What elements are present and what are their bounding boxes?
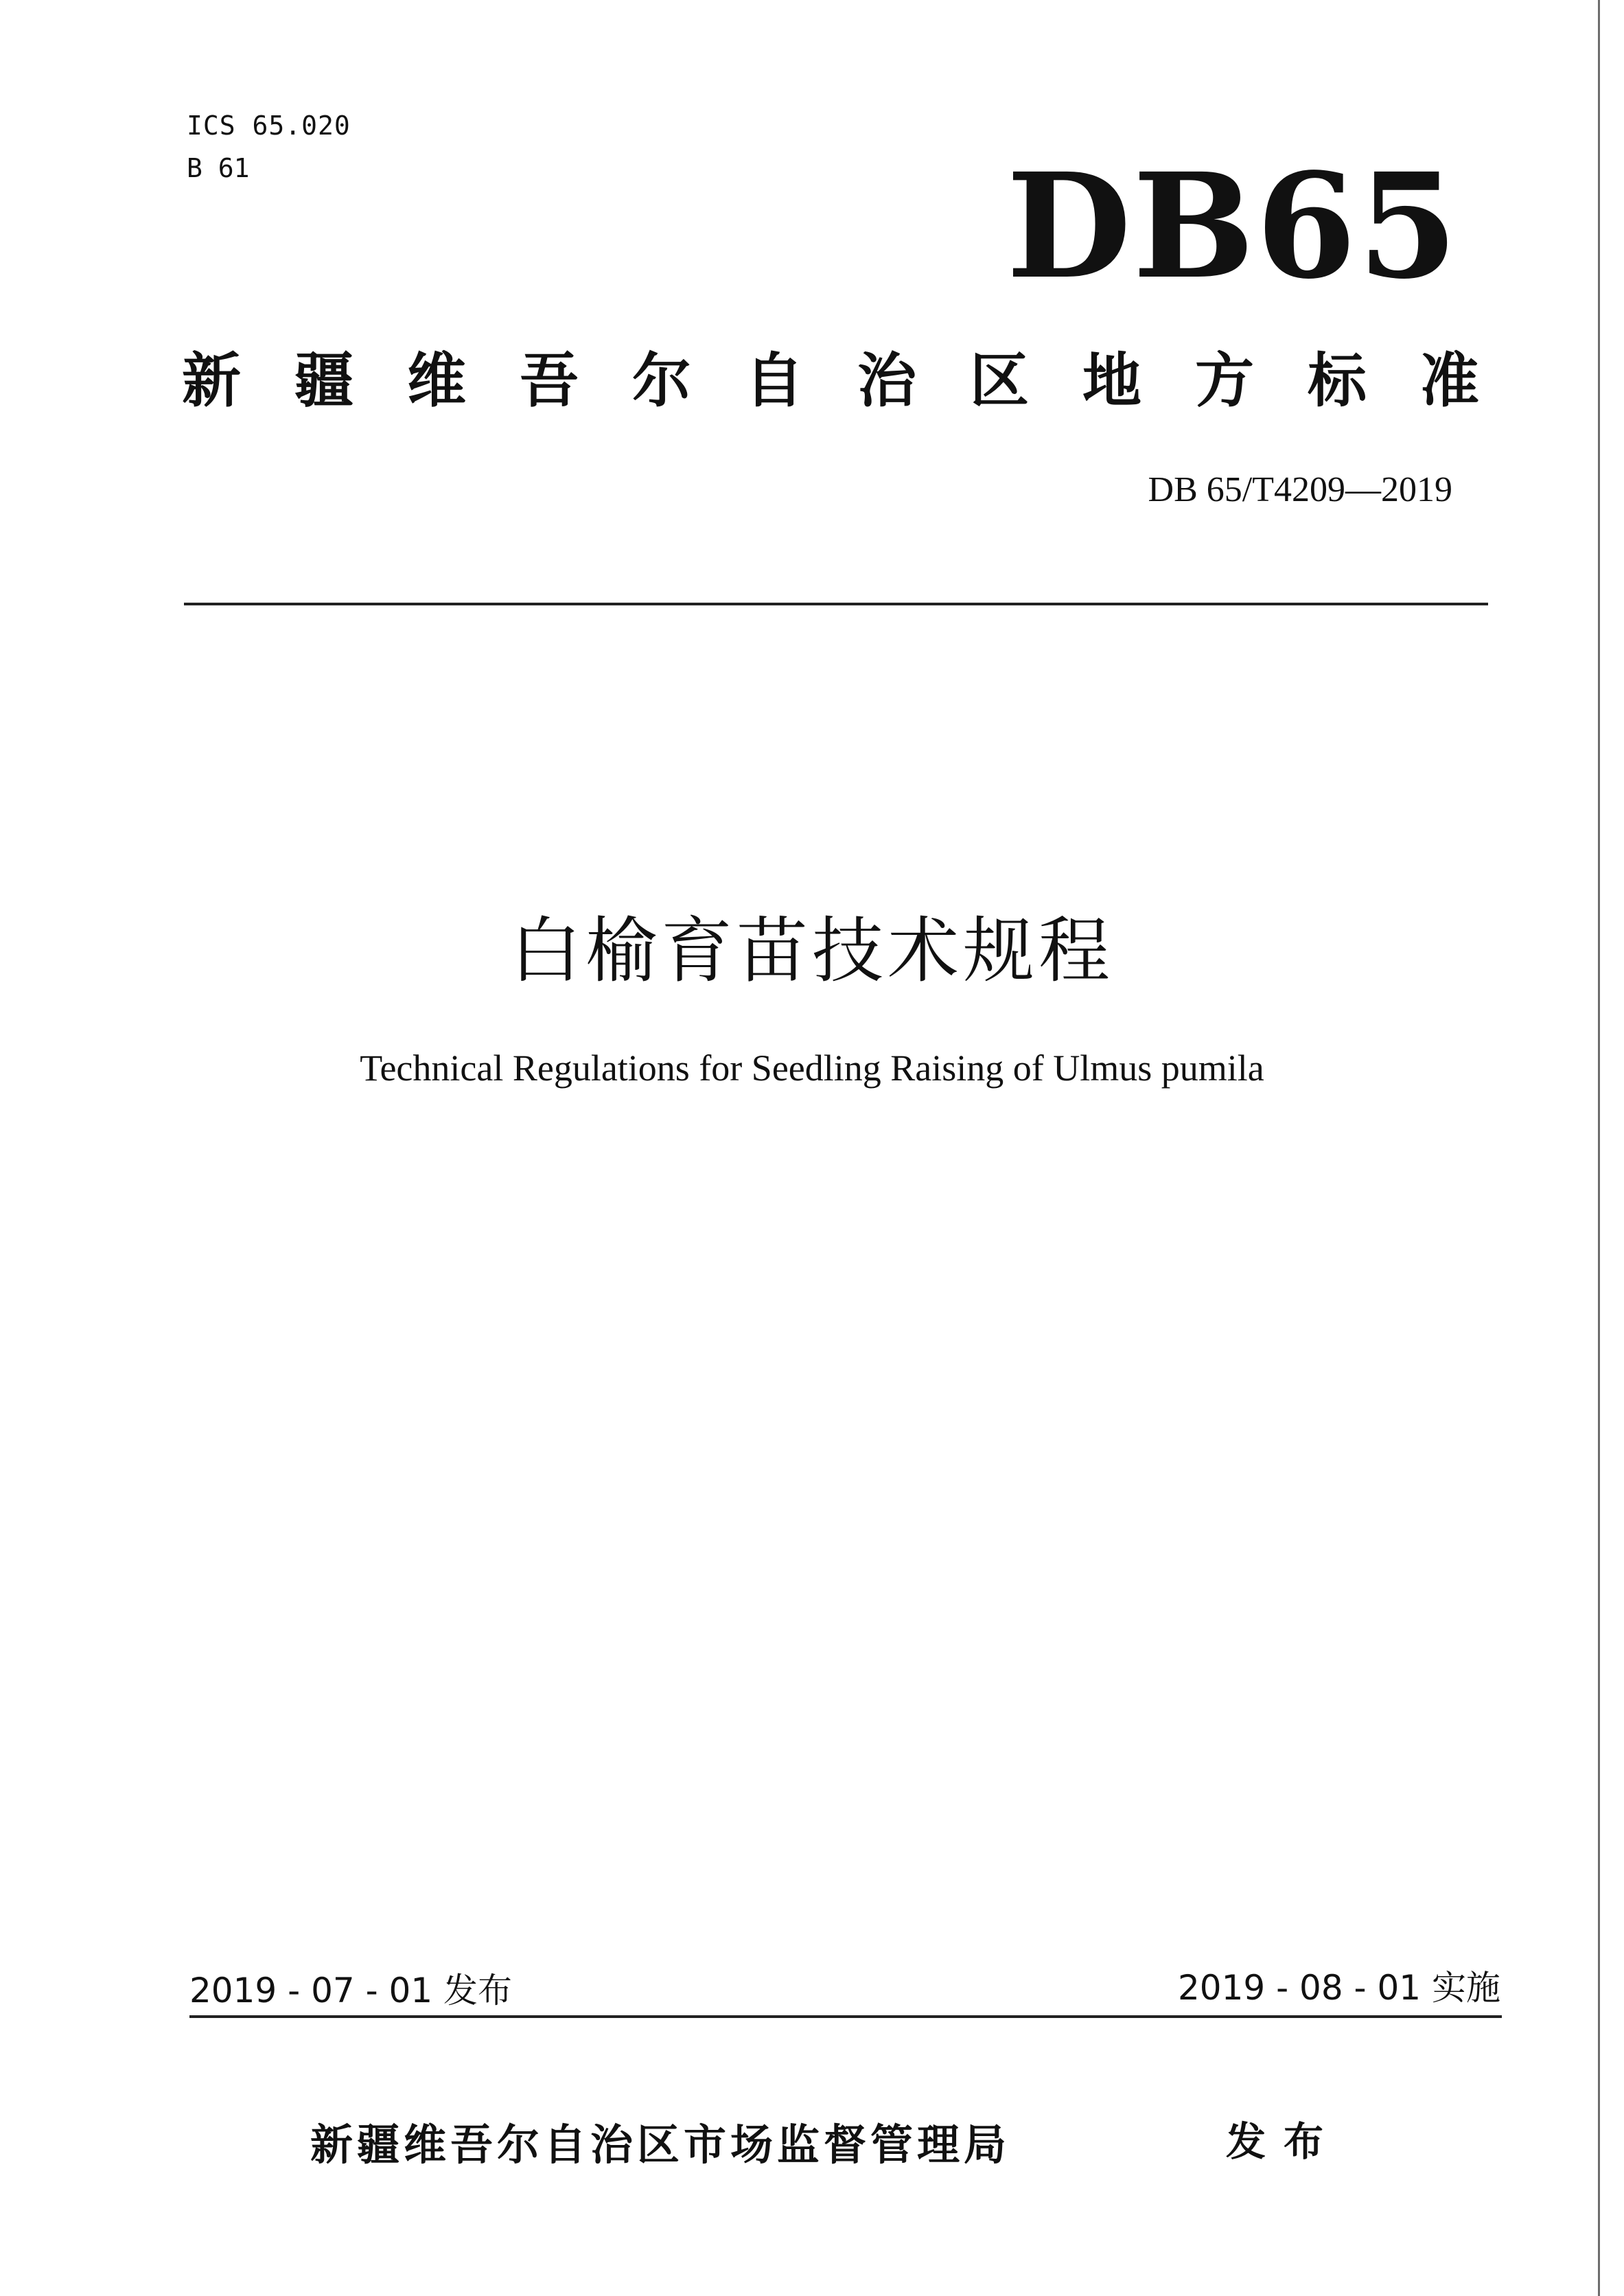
standard-type-char: 尔	[632, 347, 691, 415]
document-title-chinese: 白榆育苗技术规程	[509, 909, 1114, 993]
implementation-date: 2019 - 08 - 01 实施	[1177, 1968, 1500, 2008]
scan-edge-line	[1598, 0, 1600, 2296]
standard-type-char: 治	[857, 347, 916, 415]
issue-date: 2019 - 07 - 01 发布	[189, 1971, 513, 2010]
bottom-divider	[189, 2015, 1502, 2018]
standard-type-char: 吾	[520, 347, 579, 415]
ics-code: ICS 65.020	[187, 111, 351, 141]
standard-type-char: 标	[1308, 347, 1367, 415]
standard-type-char: 新	[182, 347, 241, 415]
issuing-authority: 新疆维吾尔自治区市场监督管理局	[310, 2120, 1011, 2170]
top-divider	[184, 603, 1488, 605]
document-title-english: Technical Regulations for Seedling Raising of Ulmus pumila	[360, 1047, 1264, 1089]
standard-type-heading	[182, 343, 1479, 419]
standard-type-char: 自	[745, 347, 804, 415]
standard-type-char: 方	[1195, 347, 1254, 415]
publish-label: 发布	[1226, 2118, 1342, 2165]
standard-type-char: 疆	[294, 347, 353, 415]
standard-type-char: 准	[1420, 347, 1479, 415]
standard-type-char: 区	[970, 347, 1029, 415]
standard-code-logo: DB65	[1006, 141, 1459, 311]
standard-number: DB 65/T4209—2019	[1148, 470, 1452, 509]
standard-type-char: 地	[1082, 347, 1141, 415]
ccs-code: B 61	[187, 153, 250, 183]
standard-type-char: 维	[407, 347, 466, 415]
